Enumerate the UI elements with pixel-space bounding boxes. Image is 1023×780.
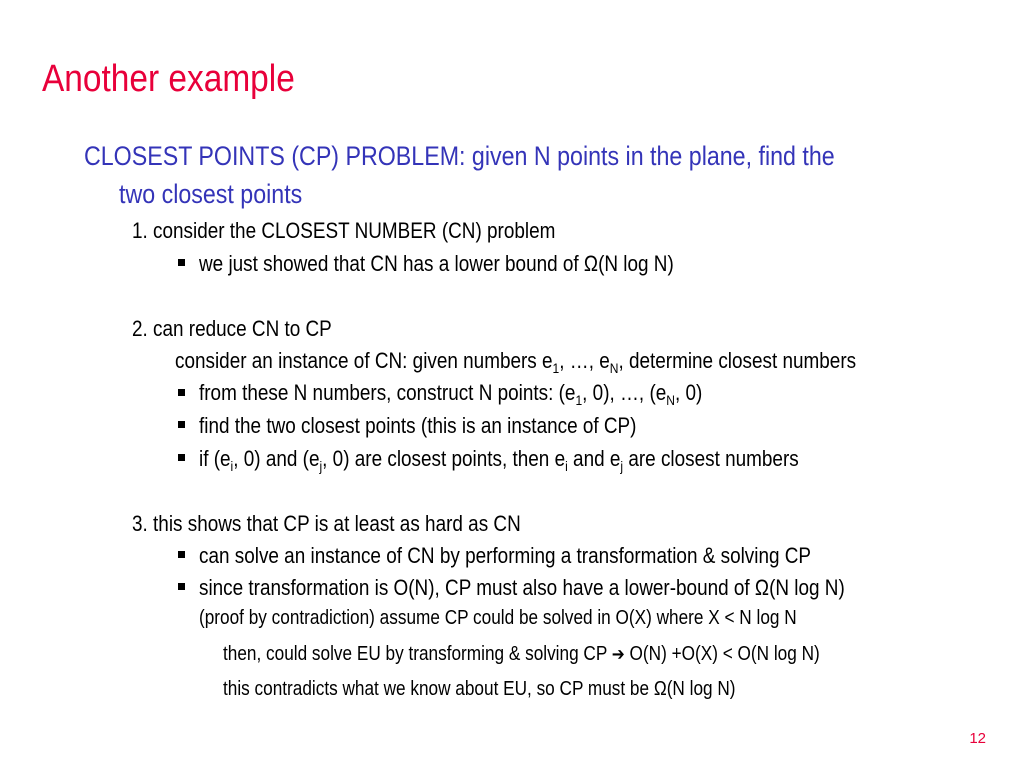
step3-heading: 3. this shows that CP is at least as hard as CN — [132, 511, 521, 536]
bullet-icon — [178, 583, 185, 590]
step1-heading: 1. consider the CLOSEST NUMBER (CN) problem — [132, 218, 556, 243]
step2-bullet-1: from these N numbers, construct N points: ($e_1$, 0), …, ($e_N$, 0) — [199, 380, 703, 408]
step2-heading: 2. can reduce CN to CP — [132, 316, 332, 341]
intro-line-1: CLOSEST POINTS (CP) PROBLEM: given N points in the plane, find the — [84, 141, 835, 171]
page-number: 12 — [969, 730, 986, 747]
step3-bullet-2: since transformation is O(N), CP must also have a lower-bound of Ω(N log N) — [199, 575, 845, 600]
step2-bullet-2: find the two closest points (this is an instance of CP) — [199, 413, 637, 438]
bullet-icon — [178, 389, 185, 396]
step3-proof: (proof by contradiction) assume CP could be solved in O(X) where X < N log N — [199, 607, 797, 629]
step2-instance: consider an instance of CN: given numbers $e_1$, …, $e_N$, determine closest numbers — [175, 348, 857, 376]
bullet-icon — [178, 454, 185, 461]
step3-bullet-1: can solve an instance of CN by performing a transformation & solving CP — [199, 543, 812, 568]
step1-bullet: we just showed that CN has a lower bound of Ω(N log N) — [199, 251, 674, 276]
bullet-icon — [178, 421, 185, 428]
bullet-icon — [178, 259, 185, 266]
right-arrow-icon: ➔ — [611, 644, 625, 665]
intro-line-2: two closest points — [119, 179, 303, 209]
step2-bullet-3: if ($e_i$, 0) and ($e_j$, 0) are closest points, then $e_i$ and $e_j$ are closest numbers — [199, 446, 799, 474]
step3-contradiction: this contradicts what we know about EU, so CP must be Ω(N log N) — [223, 678, 736, 700]
slide-title: Another example — [42, 58, 295, 100]
bullet-icon — [178, 551, 185, 558]
step3-then: then, could solve EU by transforming & solving CP ➔ O(N) +O(X) < O(N log N) — [223, 643, 820, 665]
